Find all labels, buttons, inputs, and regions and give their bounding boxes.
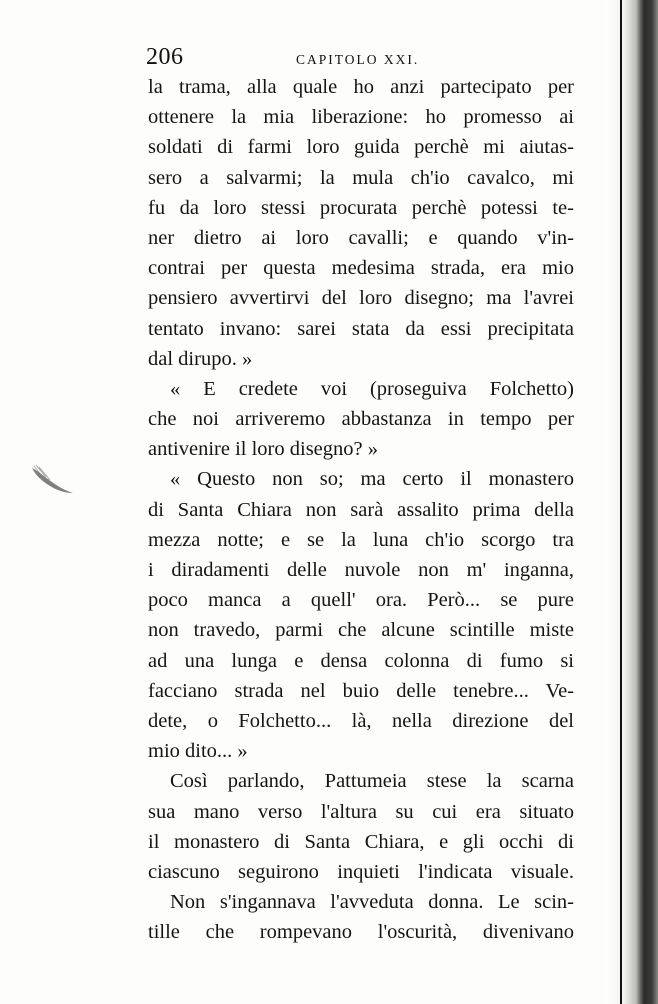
text-line: contrai per questa medesima strada, era mio	[148, 257, 574, 280]
text-line: la trama, alla quale ho anzi partecipato per	[148, 76, 574, 98]
text-line: mezza notte; e se la luna ch'io scorgo tra	[148, 528, 574, 551]
text-line: che noi arriveremo abbastanza in tempo per	[148, 408, 574, 431]
text-line: fu da loro stessi procurata perchè potessi te-	[148, 196, 574, 219]
text-line: i diradamenti delle nuvole non m' inganna,	[148, 559, 574, 581]
text-line: mio dito... »	[148, 740, 248, 763]
text-line: « Questo non so; ma certo il monastero	[170, 468, 574, 491]
page-number: 206	[146, 44, 184, 70]
text-line: tille che rompevano l'oscurità, divenivano	[148, 921, 574, 944]
body-text	[148, 72, 574, 947]
text-line: sua mano verso l'altura su cui era situato	[148, 800, 574, 823]
page-binding-edge	[606, 0, 658, 1004]
text-line: ner dietro ai loro cavalli; e quando v'in-	[148, 226, 574, 249]
text-line: pensiero avvertirvi del loro disegno; ma l'avrei	[148, 287, 574, 310]
text-line: ottenere la mia liberazione: ho promesso ai	[148, 106, 574, 129]
text-line: ciascuno seguirono inquieti l'indicata visuale.	[148, 860, 574, 883]
text-line: soldati di farmi loro guida perchè mi aiutas-	[148, 136, 574, 159]
text-line: Così parlando, Pattumeia stese la scarna	[170, 770, 574, 793]
text-line: di Santa Chiara non sarà assalito prima della	[148, 498, 574, 521]
text-line: « E credete voi (proseguiva Folchetto)	[170, 377, 574, 400]
text-line: dete, o Folchetto... là, nella direzione del	[148, 709, 574, 732]
text-line: Non s'ingannava l'avveduta donna. Le scin-	[170, 891, 574, 914]
text-line: non travedo, parmi che alcune scintille miste	[148, 619, 574, 642]
text-line: poco manca a quell' ora. Però... se pure	[148, 589, 574, 612]
chapter-heading: CAPITOLO XXI.	[296, 52, 420, 67]
ink-smudge-icon	[30, 462, 74, 498]
text-line: dal dirupo. »	[148, 347, 253, 370]
text-line: tentato invano: sarei stata da essi precipitata	[148, 317, 574, 340]
text-line: facciano strada nel buio delle tenebre... Ve-	[148, 679, 574, 702]
text-line: antivenire il loro disegno? »	[148, 438, 378, 461]
text-line: il monastero di Santa Chiara, e gli occhi di	[148, 830, 574, 853]
text-line: sero a salvarmi; la mula ch'io cavalco, mi	[148, 166, 574, 189]
text-line: ad una lunga e densa colonna di fumo si	[148, 649, 574, 672]
page-fold-line	[620, 0, 622, 1004]
